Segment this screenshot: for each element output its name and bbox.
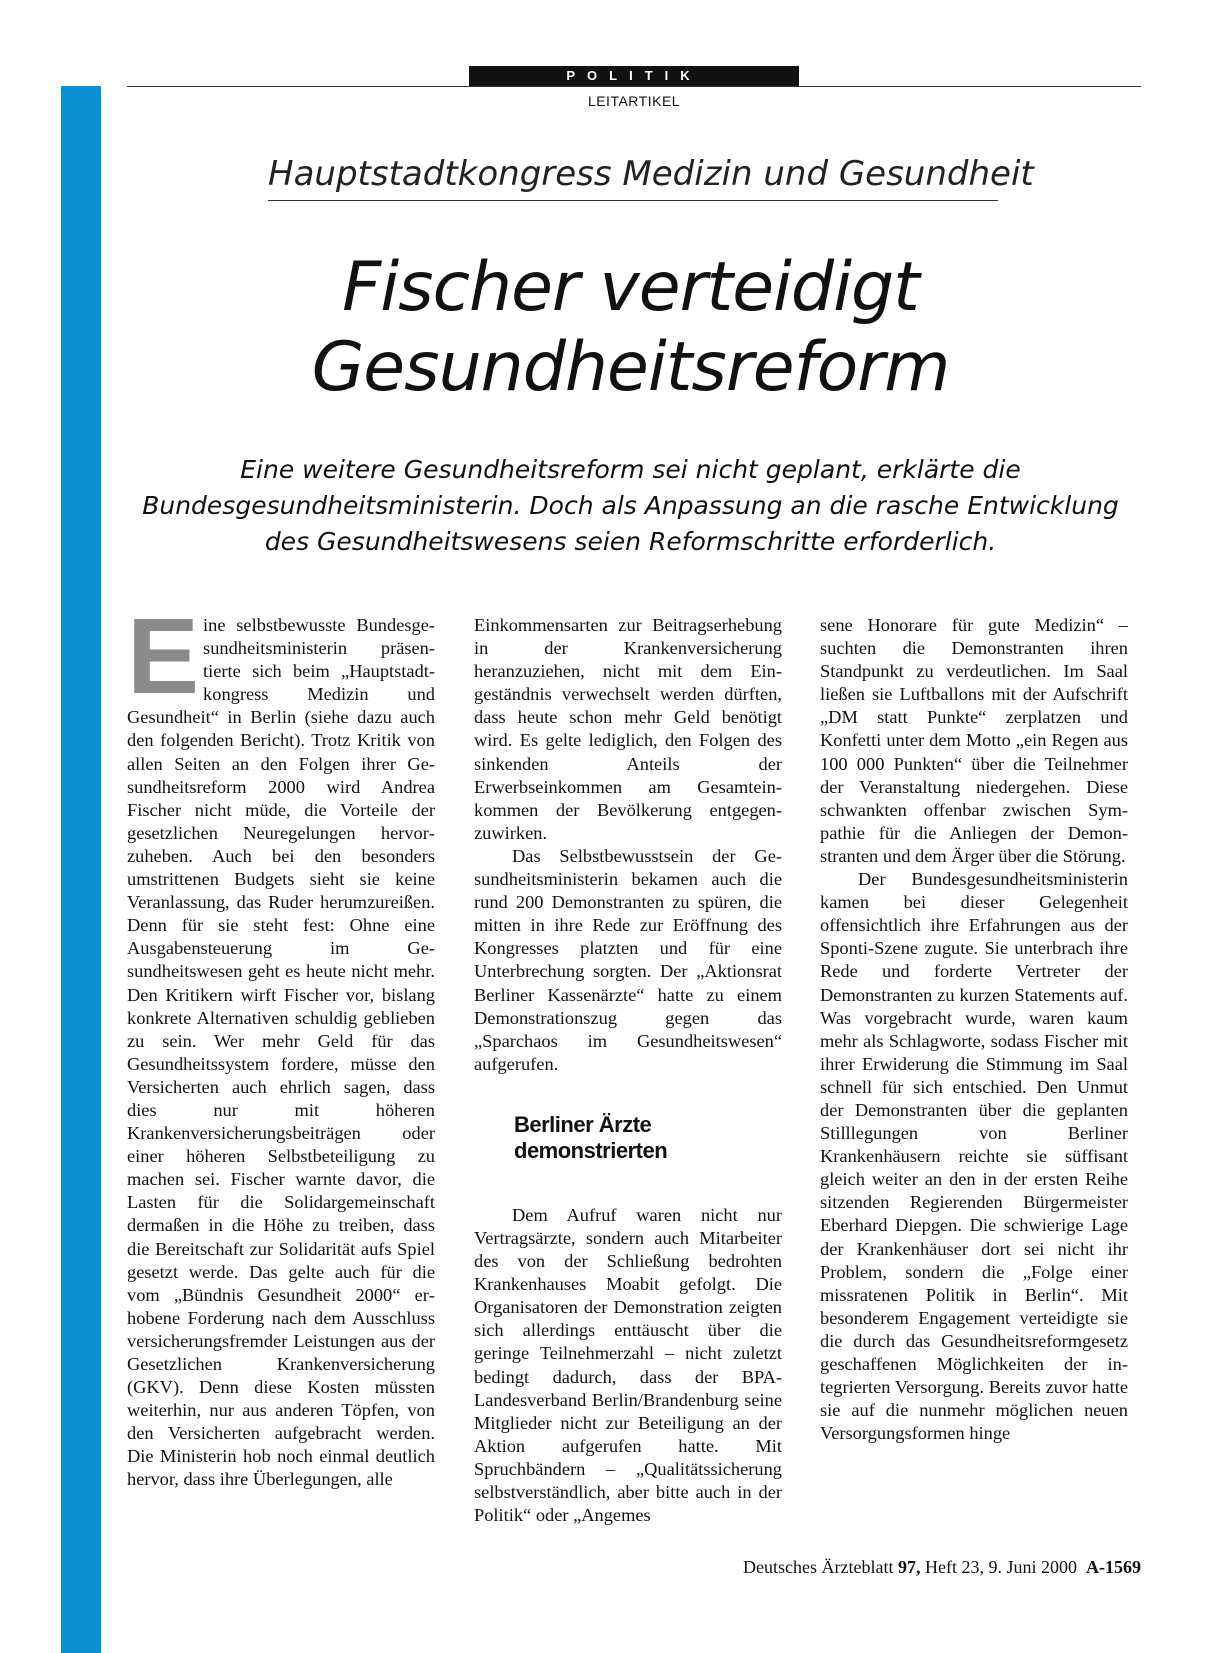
journal-name: Deutsches Ärzteblatt	[743, 1557, 894, 1577]
dropcap: E	[127, 595, 200, 716]
section-label: POLITIK	[469, 66, 799, 86]
headline	[100, 248, 1161, 408]
column-2	[474, 614, 782, 1527]
subheading: Berliner Ärzte demonstrierten	[514, 1111, 668, 1163]
paragraph: Das Selbstbewusstsein der Gesundheitsministerin bekamen auch die rund 200 Demonstranten zu spüren, die mitten in ihre Rede zur Eröffnung des Kongresses platzten und für eine Unterbrechung sorgten. Der „Aktionsrat Berliner Kassenärzte“ hatte zu einem Demonstrationszug gegen das „Sparchaos im Gesundheitswesen“ aufgerufen.	[474, 845, 782, 1074]
paragraph-text: ine selbstbewusste Bundesgesundheitsministerin präsentierte sich beim „Hauptstadtkongress Medizin und Gesundheit“ in Berlin (siehe dazu auch den folgenden Bericht). Trotz Kritik von allen Seiten an den Folgen ihrer Gesundheitsreform 2000 wird Andrea Fischer nicht müde, die Vorteile der gesetzlichen Neuregelungen hervorzuheben. Auch bei den besonders umstrittenen Budgets sieht sie keine Veranlassung, das Ruder herumzureißen. Denn für sie steht fest: Ohne eine Ausgabensteuerung im Gesundheitswesen geht es heute nicht mehr. Den Kritikern wirft Fischer vor, bislang konkrete Alternativen schuldig geblieben zu sein. Wer mehr Geld für das Gesundheitssystem fordere, müsse den Versicherten auch ehrlich sagen, dass dies nur mit höheren Krankenversicherungsbeiträgen oder einer höheren Selbstbeteiligung zu machen sei. Fischer warnte davor, die Lasten für die Solidargemeinschaft dermaßen in die Höhe zu treiben, dass die Bereitschaft zur Solidarität aufs Spiel gesetzt werde. Das gelte auch für die vom „Bündnis Gesundheit 2000“ erhobene Forderung nach dem Ausschluss versicherungsfremder Leistungen aus der Gesetzlichen Krankenversicherung (GKV). Denn diese Kosten müssten weiterhin, nur aus anderen Töpfen, von den Versicherten aufgebracht werden. Die Ministerin hob noch einmal deutlich hervor, dass ihre Überlegungen, alle	[127, 615, 435, 1490]
column-1	[127, 595, 435, 1492]
paragraph	[127, 595, 435, 1492]
page-number: A-1569	[1086, 1557, 1141, 1577]
lede-line-3: des Gesundheitswesens seien Reformschritte erforderlich.	[264, 527, 997, 556]
kicker-title: Hauptstadtkongress Medizin und Gesundheit	[268, 150, 998, 201]
lede	[100, 452, 1161, 560]
paragraph: Einkommensarten zur Beitragserhebung in der Krankenversicherung heranzuziehen, nicht mit dem Eingeständnis verwechselt werden dürften, dass heute schon mehr Geld benötigt wird. Es gelte lediglich, den Folgen des sinkenden Anteils der Erwerbseinkommen am Gesamteinkommen der Bevölkerung entgegenzuwirken.	[474, 615, 782, 843]
volume-number: 97,	[898, 1557, 921, 1577]
issue-date: Heft 23, 9. Juni 2000	[925, 1557, 1077, 1577]
subsection-label: LEITARTIKEL	[587, 93, 681, 109]
paragraph: Der Bundesgesundheitsministerin kamen bei dieser Gelegenheit offensichtlich ihre Erfahrungen aus der Sponti-Szene zugute. Sie unterbrach ihre Rede und forderte Vertreter der Demonstranten zu kurzen Statements auf. Was vorgebracht wurde, waren kaum mehr als Schlagworte, sodass Fischer mit ihrer Erwiderung die Stimmung im Saal schnell für sich entschied. Den Unmut der Demonstranten über die geplanten Stilllegungen von Berliner Krankenhäusern reichte sie süffisant gleich weiter an den in der ersten Reihe sitzenden Regierenden Bürgermeister Eberhard Diepgen. Die schwierige Lage der Krankenhäuser dort sei nicht ihr Problem, sondern die „Folge einer missratenen Politik in Berlin“. Mit besonderem Engagement verteidigte sie die durch das Gesundheitsreformgesetz geschaffenen Möglichkeiten der integrierten Versorgung. Bereits zuvor hatte sie auf die nunmehr möglichen neuen Versorgungsformen hinge	[820, 869, 1128, 1444]
page-footer	[743, 1557, 1141, 1578]
side-color-bar	[61, 86, 101, 1653]
lede-line-2: Bundesgesundheitsministerin. Doch als Anpassung an die rasche Entwicklung	[142, 491, 1119, 520]
headline-line-2: Gesundheitsreform	[311, 328, 950, 407]
paragraph: Dem Aufruf waren nicht nur Vertragsärzte, sondern auch Mitarbeiter des von der Schließung bedrohten Krankenhauses Moabit gefolgt. Die Organisatoren der Demonstration zeigten sich allerdings enttäuscht über die geringe Teilnehmerzahl – nicht zuletzt bedingt dadurch, dass der BPA-Landesverband Berlin/Brandenburg seine Mitglieder nicht zur Beteiligung an der Aktion aufgerufen hatte. Mit Spruchbändern – „Qualitätssicherung selbstverständlich, aber bitte auch in der Politik“ oder „Angemes	[474, 1204, 782, 1526]
paragraph: sene Honorare für gute Medizin“ – suchten die Demonstranten ihren Standpunkt zu verdeutlichen. Im Saal ließen sie Luftballons mit der Aufschrift „DM statt Punkte“ zerplatzen und Konfetti unter dem Motto „ein Regen aus 100 000 Punkten“ über die Teilnehmer der Veranstaltung niedergehen. Diese schwankten offenbar zwischen Sympathie für die Anliegen der Demonstranten und dem Ärger über die Störung.	[820, 615, 1128, 866]
headline-line-1: Fischer verteidigt	[342, 248, 919, 327]
header-rule	[127, 86, 1141, 87]
lede-line-1: Eine weitere Gesundheitsreform sei nicht geplant, erklärte die	[240, 455, 1021, 484]
column-3	[820, 614, 1128, 1445]
